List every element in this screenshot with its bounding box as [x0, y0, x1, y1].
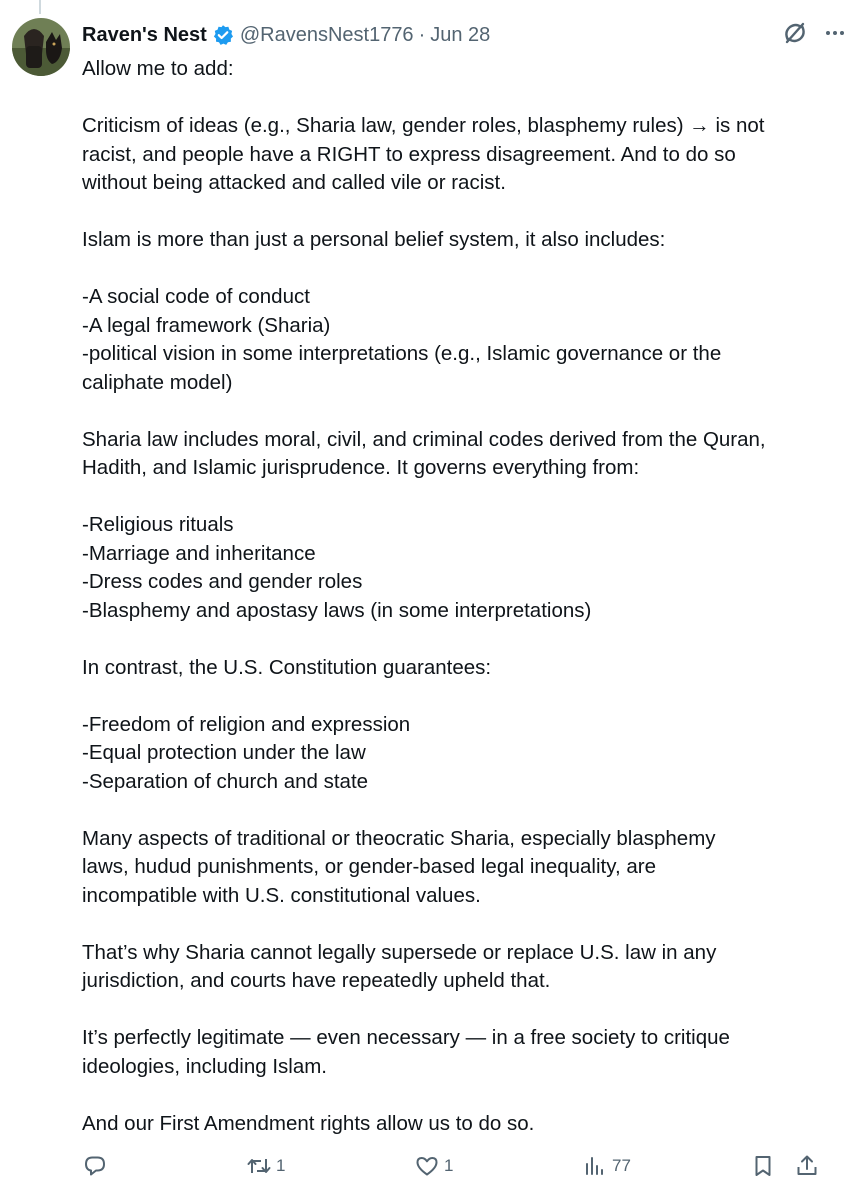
post-text-line: -Religious rituals	[82, 513, 234, 536]
author-handle[interactable]: @RavensNest1776	[239, 23, 414, 46]
post-header	[82, 20, 848, 50]
post-paragraph	[82, 283, 842, 397]
post-text-line: And our First Amendment rights allow us to do so.	[82, 1111, 535, 1135]
post-text-line: incompatible with U.S. constitutional values.	[82, 883, 481, 907]
post-text-line: without being attacked and called vile or racist.	[82, 171, 506, 194]
post-text-line: Sharia law includes moral, civil, and criminal codes derived from the Quran,	[82, 427, 766, 451]
post-text-line: In contrast, the U.S. Constitution guarantees:	[82, 655, 492, 679]
views-icon	[582, 1153, 608, 1179]
post-text-line: -Freedom of religion and expression	[82, 712, 411, 736]
separator-dot: ·	[418, 23, 426, 46]
like-button[interactable]	[414, 1153, 453, 1179]
verified-badge-icon[interactable]	[212, 24, 234, 46]
bookmark-icon	[750, 1153, 776, 1179]
post-text-line: -A social code of conduct	[82, 285, 310, 308]
post-text-line: Hadith, and Islamic jurisprudence. It governs everything from:	[82, 456, 640, 479]
display-name[interactable]: Raven's Nest	[82, 23, 207, 46]
post-text-line: -Equal protection under the law	[82, 741, 366, 764]
thread-connector-line	[39, 0, 41, 14]
repost-button[interactable]	[246, 1153, 285, 1179]
post-text-line: -A legal framework (Sharia)	[82, 313, 331, 337]
post-text-line: -Dress codes and gender roles	[82, 570, 363, 593]
like-count: 1	[444, 1156, 454, 1175]
bookmark-button[interactable]	[750, 1153, 776, 1179]
post-paragraph	[82, 1110, 842, 1139]
post-text-line: laws, hudud punishments, or gender-based legal inequality, are	[82, 855, 656, 878]
avatar-photo-icon	[12, 18, 70, 76]
post-paragraph	[82, 426, 842, 483]
heart-icon	[414, 1153, 440, 1179]
post-text-line: Many aspects of traditional or theocratic Sharia, especially blasphemy	[82, 826, 716, 850]
reply-button[interactable]	[82, 1153, 112, 1179]
post-actions-bar	[82, 1150, 848, 1182]
repost-count: 1	[276, 1156, 286, 1175]
post-paragraph	[82, 654, 842, 683]
post-date[interactable]: Jun 28	[430, 23, 491, 46]
post-text-line: racist, and people have a RIGHT to express disagreement. And to do so	[82, 142, 736, 166]
reply-icon	[82, 1153, 108, 1179]
post-paragraph	[82, 511, 842, 625]
post-text-line: It’s perfectly legitimate — even necessary — in a free society to critique	[82, 1026, 730, 1049]
repost-icon	[246, 1153, 272, 1179]
share-button[interactable]	[794, 1153, 820, 1179]
post-paragraph	[82, 711, 842, 797]
post-text-line: Allow me to add:	[82, 57, 234, 80]
post-text-line: -political vision in some interpretations (e.g., Islamic governance or the	[82, 342, 722, 365]
share-icon	[794, 1153, 820, 1179]
post-paragraph	[82, 1024, 842, 1081]
post-paragraph	[82, 226, 842, 255]
post-text-line: -Separation of church and state	[82, 769, 369, 793]
post-text	[82, 55, 842, 1138]
post-paragraph	[82, 55, 842, 84]
views-button[interactable]	[582, 1153, 631, 1179]
post-text-line: -Marriage and inheritance	[82, 541, 316, 565]
avatar[interactable]	[12, 18, 70, 76]
post-paragraph	[82, 939, 842, 996]
header-actions	[782, 20, 848, 46]
post-text-line: jurisdiction, and courts have repeatedly upheld that.	[82, 969, 551, 992]
post-text-line: ideologies, including Islam.	[82, 1054, 327, 1078]
post-text-line: That’s why Sharia cannot legally supersede or replace U.S. law in any	[82, 940, 717, 964]
views-count: 77	[612, 1156, 631, 1175]
post-paragraph	[82, 112, 842, 198]
grok-icon[interactable]	[782, 20, 808, 46]
more-icon[interactable]	[822, 20, 848, 46]
post-paragraph	[82, 825, 842, 911]
post-text-line: Criticism of ideas (e.g., Sharia law, gender roles, blasphemy rules) → is not	[82, 114, 765, 137]
post-text-line: Islam is more than just a personal belief system, it also includes:	[82, 228, 666, 251]
post-text-line: -Blasphemy and apostasy laws (in some interpretations)	[82, 598, 592, 622]
post-text-line: caliphate model)	[82, 370, 233, 394]
